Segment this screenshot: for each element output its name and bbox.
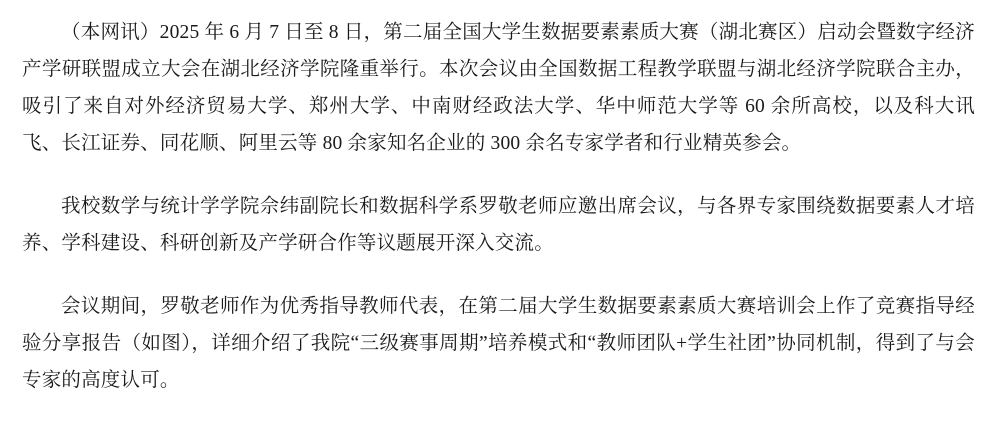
article-body — [22, 14, 975, 399]
paragraph-3: 会议期间，罗敬老师作为优秀指导教师代表，在第二届大学生数据要素素质大赛培训会上作了竞赛指导经验分享报告（如图），详细介绍了我院“三级赛事周期”培养模式和“教师团队+学生社团”协同机制，得到了与会专家的高度认可。 — [22, 296, 975, 391]
paragraph-2: 我校数学与统计学学院佘纬副院长和数据科学系罗敬老师应邀出席会议，与各界专家围绕数据要素人才培养、学科建设、科研创新及产学研合作等议题展开深入交流。 — [22, 196, 975, 254]
paragraph-1: （本网讯）2025 年 6 月 7 日至 8 日，第二届全国大学生数据要素素质大赛（湖北赛区）启动会暨数字经济产学研联盟成立大会在湖北经济学院隆重举行。本次会议由全国数据工程教学联盟与湖北经济学院联合主办，吸引了来自对外经济贸易大学、郑州大学、中南财经政法大学、华中师范大学等 60 余所高校，以及科大讯飞、长江证券、同花顺、阿里云等 80 余家知名企业的 300 余名专家学者和行业精英参会。 — [22, 22, 975, 154]
